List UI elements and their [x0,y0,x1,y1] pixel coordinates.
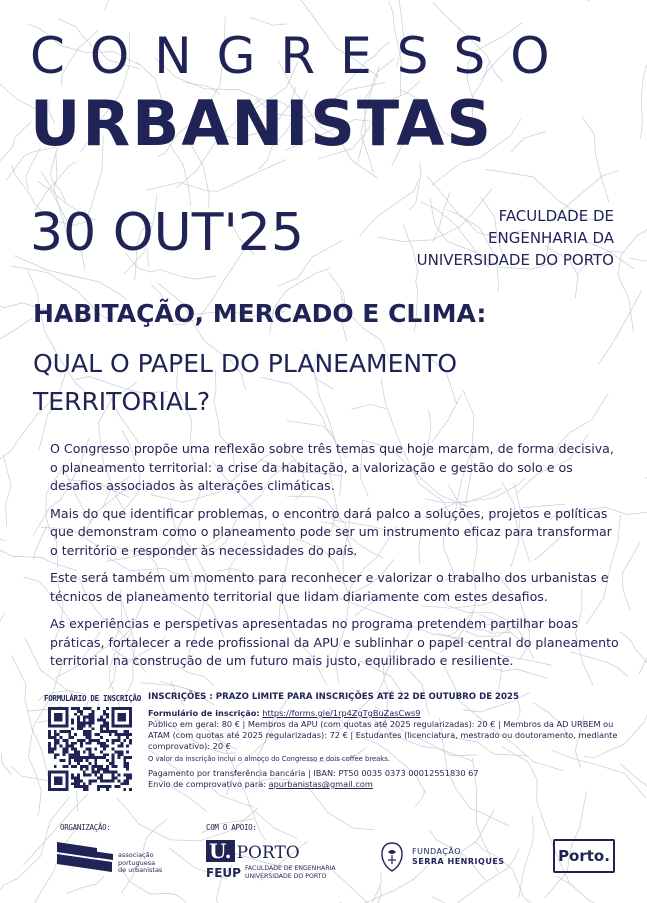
proof-email-link[interactable]: apurbanistas@gmail.com [268,779,373,789]
street-line [598,291,641,365]
street-line [11,655,50,784]
description-paragraph: Mais do que identificar problemas, o encontro dará palco a soluções, projetos e políticas que demonstram como o planeamento pode ser um instrumento eficaz para transformar o território e responder às necessidades do país. [50,505,612,558]
price-note: O valor da inscrição inclui o almoço do Congresso e dois coffee breaks. [148,755,390,763]
title-urbanistas: URBANISTAS [30,87,494,160]
support-label: COM O APOIO: [206,823,257,832]
feup-acronym: FEUP [206,866,241,880]
feup-fullname-line: FACULDADE DE ENGENHARIA [244,865,336,872]
street-line [0,613,5,673]
street-line [0,121,32,183]
street-line [618,201,647,332]
qr-code[interactable] [48,707,132,791]
venue-line: ENGENHARIA DA [488,229,614,247]
uporto-u: U. [206,840,235,862]
feup-fullname-line: UNIVERSIDADE DO PORTO [244,873,327,880]
street-line [250,17,287,25]
street-line [540,0,590,1]
description [50,440,620,680]
theme-subtitle-line: TERRITORIAL? [33,387,211,416]
description-paragraph: O Congresso propõe uma reflexão sobre três temas que hoje marcam, de forma decisiva, o planeamento territorial: a crise da habitação, a valorização e gestão do solo e os desafios associados às alterações climáticas. [50,441,614,493]
payment-info: Pagamento por transferência bancária | IBAN: PT50 0035 0373 00012551830 67 [148,768,479,778]
street-line [117,798,259,841]
venue-line: FACULDADE DE [498,207,614,225]
fundacao-serra-henriques-logo [380,842,505,872]
street-line [34,525,47,560]
proof-label: Envio de comprovativo para: [148,779,266,789]
proof-line [148,779,618,790]
street-line [629,258,647,261]
porto-logo: Porto. [553,839,615,873]
fsh-line: FUNDAÇÃO [412,847,462,856]
street-line [511,132,545,152]
street-line [254,810,298,838]
street-line [146,160,286,192]
street-line [360,180,419,236]
street-line [557,876,647,903]
apu-name-line: associação [118,851,154,859]
fsh-line: SERRA HENRIQUES [412,857,505,866]
title-congresso: CONGRESSO [30,27,575,85]
event-date: 30 OUT'25 [30,203,304,263]
apu-name-line: de urbanistas [118,866,163,874]
street-line [641,57,647,139]
qr-label: FORMULÁRIO DE INSCRIÇÃO [44,694,141,703]
fsh-crest-icon [380,842,404,872]
street-line [1,753,11,774]
street-line [0,318,33,384]
apu-name-line: portuguesa [118,858,156,867]
organization-label: ORGANIZAÇÃO: [60,823,111,832]
form-label: Formulário de inscrição: [148,708,260,718]
apu-name [118,852,162,875]
form-link[interactable]: https://forms.gle/1rp4ZgTgBuZasCws9 [262,708,421,718]
street-line [0,505,5,541]
street-line [415,789,426,806]
street-line [519,815,533,897]
registration-info [148,692,618,790]
street-line [3,455,11,526]
venue [417,205,614,271]
street-line [621,764,647,794]
prices: Público em geral: 80 € | Membros da APU (com quotas até 2025 regularizadas): 20 € | Membros da AD URBEM ou ATAM (com quotas até 2025 regularizadas): 72 € | Estudantes (licenciatura, mestrado ou doutoramento, mediante comprovativo): 20 € [148,719,618,751]
theme-title: HABITAÇÃO, MERCADO E CLIMA: [33,299,487,328]
street-line [337,885,381,903]
street-line [105,0,121,11]
uporto-name: PORTO [236,843,300,863]
uporto-logo [206,840,336,881]
theme-subtitle-line: QUAL O PAPEL DO PLANEAMENTO [33,349,458,378]
venue-line: UNIVERSIDADE DO PORTO [416,251,614,269]
street-line [622,543,639,610]
feup-fullname [245,865,336,881]
street-line [620,632,647,669]
theme-subtitle [33,345,593,421]
form-line [148,708,618,719]
description-paragraph: As experiências e perspetivas apresentadas no programa pretendem partilhar boas práticas, fortalecer a rede profissional da APU e sublinhar o papel central do planeamento territorial na construção de um futuro mais justo, equilibrado e resiliente. [50,616,619,668]
registration-heading: INSCRIÇÕES : PRAZO LIMITE PARA INSCRIÇÕES ATÉ 22 DE OUTUBRO DE 2025 [148,692,519,702]
street-line [409,162,421,210]
description-paragraph: Este será também um momento para reconhecer e valorizar o trabalho dos urbanistas e técnicos de planeamento territorial que lidam diariamente com estes desafios. [50,570,609,604]
